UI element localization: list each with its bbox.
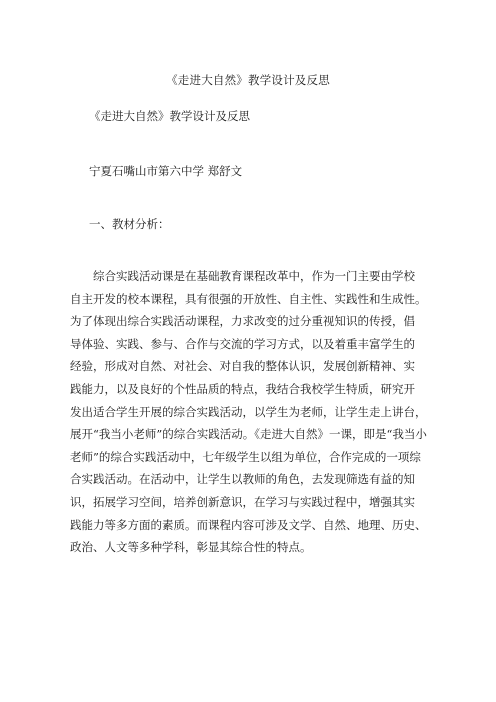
paragraph-line: 识，拓展学习空间，培养创新意识，在学习与实践过程中，增强其实 [70,494,415,509]
paragraph-line: 合实践活动。在活动中，让学生以教师的角色，去发现筛选有益的知 [70,472,415,487]
section-heading: 一、教材分析： [89,217,170,231]
paragraph-line: 综合实践活动课是在基础教育课程改革中，作为一门主要由学校 [93,269,415,283]
body-paragraph [70,265,427,559]
paragraph-line: 自主开发的校本课程，具有很强的开放性、自主性、实践性和生成性。 [70,291,427,306]
paragraph-line: 展开“我当小老师”的综合实践活动。《走进大自然》一课，即是“我当小 [70,427,427,442]
author-line: 宁夏石嘴山市第六中学 郑舒文 [89,164,243,178]
paragraph-line: 践能力等多方面的素质。而课程内容可涉及文学、自然、地理、历史、 [70,517,427,532]
paragraph-line: 为了体现出综合实践活动课程，力求改变的过分重视知识的传授，倡 [70,314,415,329]
paragraph-line: 老师”的综合实践活动中，七年级学生以组为单位，合作完成的一项综 [70,449,421,464]
paragraph-line: 政治、人文等多种学科，彰显其综合性的特点。 [70,540,312,555]
document-subtitle: 《走进大自然》教学设计及反思 [89,109,250,123]
paragraph-line: 发出适合学生开展的综合实践活动，以学生为老师，让学生走上讲台， [70,404,427,419]
paragraph-line: 导体验、实践、参与、合作与交流的学习方式，以及着重丰富学生的 [70,336,415,351]
paragraph-line: 经验，形成对自然、对社会、对自我的整体认识，发展创新精神、实 [70,359,415,374]
document-title: 《走进大自然》教学设计及反思 [166,73,330,87]
paragraph-line: 践能力，以及良好的个性品质的特点，我结合我校学生特质，研究开 [70,381,415,396]
